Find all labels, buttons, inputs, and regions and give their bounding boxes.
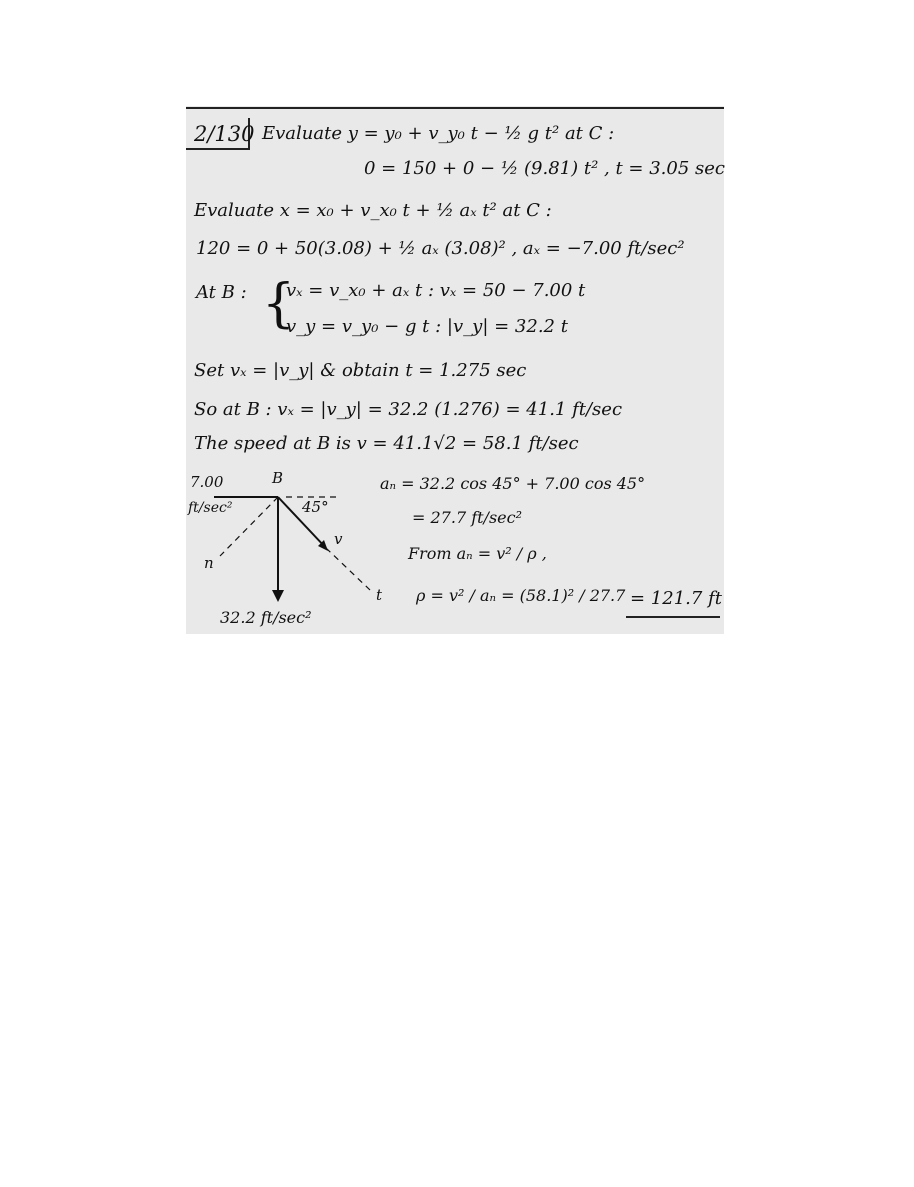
line-from: From aₙ = v² / ρ , — [408, 544, 547, 563]
label-45: 45° — [302, 498, 329, 516]
line-solve-t: 0 = 150 + 0 − ½ (9.81) t² , t = 3.05 sec — [364, 158, 725, 179]
label-b: B — [272, 469, 284, 487]
line-speed: The speed at B is v = 41.1√2 = 58.1 ft/sec — [194, 433, 579, 454]
label-ftsec2-left: ft/sec² — [188, 500, 233, 516]
line-solve-ax: 120 = 0 + 50(3.08) + ½ aₓ (3.08)² , aₓ = −7.00 ft/sec² — [196, 238, 685, 259]
line-so-at-b: So at B : vₓ = |v_y| = 32.2 (1.276) = 41.1 ft/sec — [194, 399, 623, 420]
tangent-axis — [326, 548, 370, 590]
label-n: n — [204, 554, 214, 572]
label-v: v — [334, 530, 343, 548]
label-t: t — [376, 586, 383, 604]
result-underline — [626, 616, 720, 618]
line-an: aₙ = 32.2 cos 45° + 7.00 cos 45° — [380, 474, 646, 493]
line-rho: ρ = v² / aₙ = (58.1)² / 27.7 — [416, 586, 626, 605]
line-set: Set vₓ = |v_y| & obtain t = 1.275 sec — [194, 360, 527, 381]
brace: { — [262, 274, 296, 334]
label-at-b: At B : — [196, 282, 247, 303]
problem-number: 2/130 — [194, 122, 255, 146]
line-vy: v_y = v_y₀ − g t : |v_y| = 32.2 t — [286, 316, 568, 337]
line-evaluate-x: Evaluate x = x₀ + v_x₀ t + ½ aₓ t² at C : — [194, 200, 552, 221]
vertical-arrowhead — [272, 590, 284, 602]
label-322: 32.2 ft/sec² — [220, 608, 312, 627]
line-evaluate-y: Evaluate y = y₀ + v_y₀ t − ½ g t² at C : — [262, 123, 615, 144]
label-700: 7.00 — [190, 473, 224, 491]
line-an-value: = 27.7 ft/sec² — [412, 508, 522, 527]
line-vx: vₓ = v_x₀ + aₓ t : vₓ = 50 − 7.00 t — [286, 280, 586, 301]
top-rule — [186, 107, 724, 109]
line-rho-result: = 121.7 ft — [630, 588, 722, 609]
